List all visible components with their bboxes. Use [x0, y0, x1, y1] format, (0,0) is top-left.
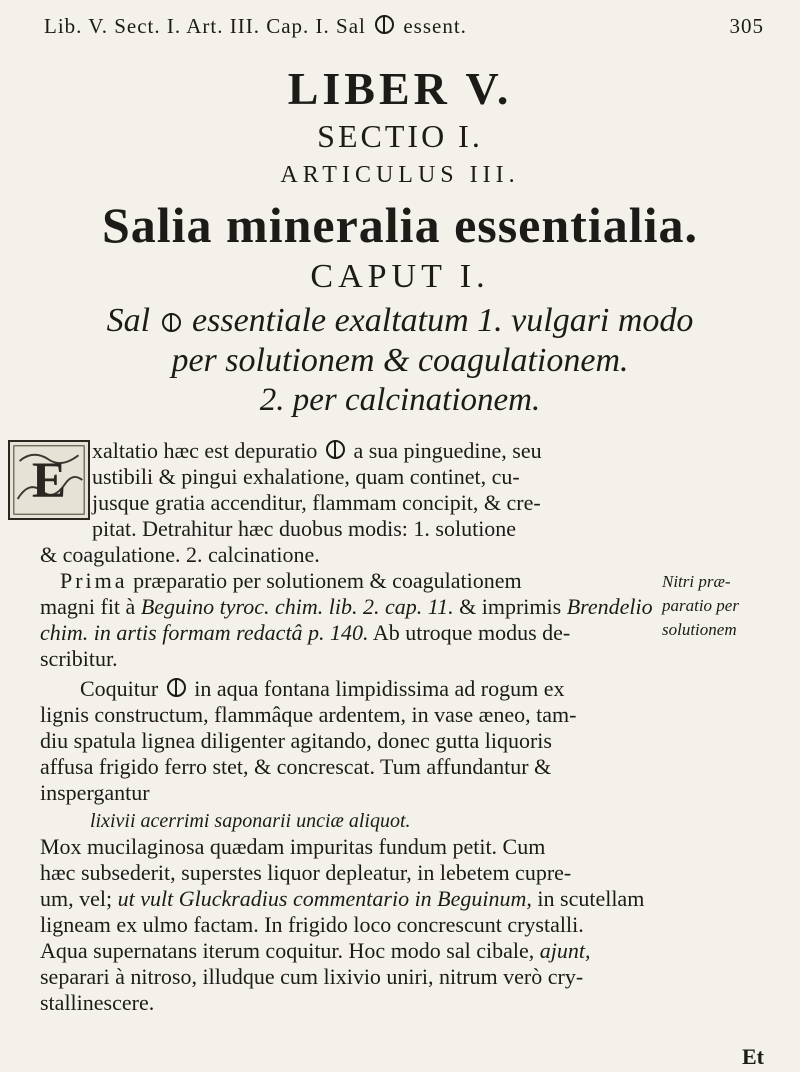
text-line-15: lixivii acerrimi saponarii unciæ aliquot. — [90, 810, 411, 832]
text-line-5: & coagulatione. 2. calcinatione. — [40, 542, 320, 567]
circle-bar-symbol-icon — [162, 313, 181, 332]
text-line-7-b: & imprimis — [459, 594, 562, 619]
text-line-20-it: ajunt, — [539, 938, 591, 963]
text-line-13: affusa frigido ferro stet, & concrescat. Tum affundantur & — [40, 754, 552, 779]
text-line-6-a: præparatio per solutionem & coagulationem — [133, 568, 522, 593]
text-line-17: hæc subsederit, superstes liquor depleatur, in lebetem cupre- — [40, 860, 572, 885]
text-line-10-pre: Coquitur — [80, 676, 159, 701]
text-line-19: ligneam ex ulmo factam. In frigido loco concrescunt crystalli. — [40, 912, 584, 937]
text-line-8-b: Ab utroque modus de- — [372, 620, 571, 645]
citation-beguino: Beguino tyroc. chim. lib. 2. cap. 11. — [140, 594, 454, 619]
text-line-18-a: um, vel; — [40, 886, 113, 911]
citation-chim: chim. in artis formam redactâ p. 140. — [40, 620, 369, 645]
circle-bar-symbol-icon — [326, 440, 345, 459]
catchword: Et — [742, 1044, 764, 1069]
chapter-title: Salia mineralia essentialia. — [101, 197, 699, 253]
svg-text:E: E — [31, 452, 67, 510]
liber-heading: LIBER V. — [287, 63, 513, 114]
text-line-20-a: Aqua supernatans iterum coquitur. Hoc modo sal cibale, — [40, 938, 535, 963]
text-line-7-a: magni fit à — [40, 594, 136, 619]
text-line-18 — [40, 886, 644, 912]
citation-gluckradius: ut vult Gluckradius commentario in Beguinum, — [117, 886, 532, 911]
running-head-left-end: essent. — [403, 14, 467, 38]
text-line-9: scribitur. — [40, 646, 118, 671]
caput-heading: CAPUT I. — [310, 258, 490, 295]
drop-cap-ornament — [10, 442, 88, 518]
text-line-11: lignis constructum, flammâque ardentem, in vase æneo, tam- — [40, 702, 577, 727]
ornamented-initial-e-icon — [8, 440, 90, 520]
prima-smallcaps: Prima — [60, 568, 128, 593]
text-line-3: jusque gratia accenditur, flammam concipit, & cre- — [92, 490, 541, 515]
page-number: 305 — [729, 14, 764, 38]
articulus-heading: ARTICULUS III. — [280, 162, 520, 188]
subtitle-line-1 — [0, 302, 800, 340]
subtitle-line-2: per solutionem & coagulationem. — [171, 342, 629, 379]
sectio-heading: SECTIO I. — [317, 118, 483, 154]
text-line-14: inspergantur — [40, 780, 150, 805]
text-line-8 — [40, 620, 570, 646]
circle-bar-symbol-icon — [375, 15, 394, 34]
text-line-4: pitat. Detrahitur hæc duobus modis: 1. solutione — [92, 516, 517, 541]
text-line-1-post: a sua pinguedine, seu — [353, 438, 542, 463]
text-line-22: stallinescere. — [40, 990, 155, 1015]
running-head — [44, 14, 764, 39]
text-line-7 — [40, 594, 653, 620]
text-line-18-b: in scutellam — [537, 886, 645, 911]
margin-note-1: Nitri præ- — [662, 572, 731, 591]
text-line-2: ustibili & pingui exhalatione, quam continet, cu- — [92, 464, 520, 489]
margin-note-3: solutionem — [662, 620, 737, 639]
text-line-6 — [60, 568, 522, 594]
circle-bar-symbol-icon — [167, 678, 186, 697]
margin-note-2: paratio per — [662, 596, 739, 615]
citation-brendelio: Brendelio — [566, 594, 653, 619]
subtitle-1-pre: Sal — [106, 302, 151, 339]
text-line-10-post: in aqua fontana limpidissima ad rogum ex — [194, 676, 565, 701]
text-line-1 — [92, 438, 542, 464]
text-line-10 — [80, 676, 565, 702]
text-line-12: diu spatula lignea diligenter agitando, donec gutta liquoris — [40, 728, 552, 753]
running-head-left: Lib. V. Sect. I. Art. III. Cap. I. Sal — [44, 14, 366, 38]
subtitle-line-3: 2. per calcinationem. — [259, 382, 541, 418]
text-line-16: Mox mucilaginosa quædam impuritas fundum petit. Cum — [40, 834, 546, 859]
text-line-20 — [40, 938, 591, 964]
subtitle-1-post: essentiale exaltatum 1. vulgari modo — [192, 302, 694, 339]
text-line-21: separari à nitroso, illudque cum lixivio uniri, nitrum verò cry- — [40, 964, 584, 989]
text-line-1-pre: xaltatio hæc est depuratio — [92, 438, 318, 463]
